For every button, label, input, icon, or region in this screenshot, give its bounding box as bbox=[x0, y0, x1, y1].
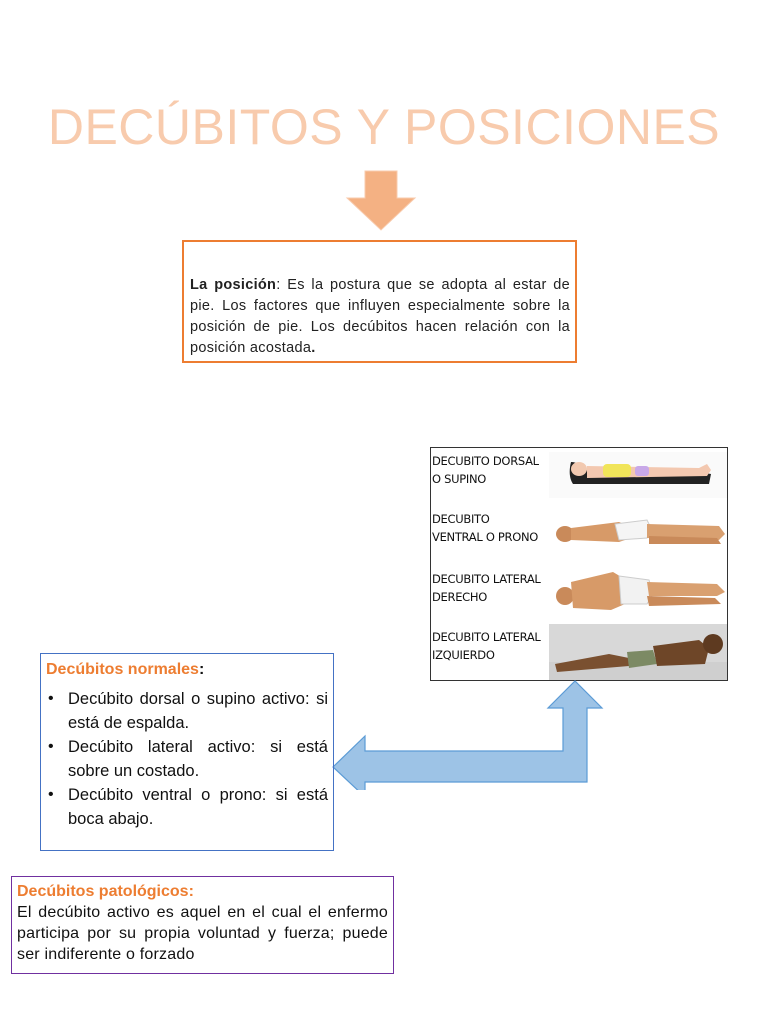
connector-arrow-icon bbox=[332, 680, 604, 790]
figure-row-lateral-right bbox=[431, 566, 727, 624]
page-title: DECÚBITOS Y POSICIONES bbox=[47, 99, 721, 155]
figure-row-lateral-left bbox=[431, 624, 727, 681]
normal-decubitus-title: Decúbitos normales: bbox=[46, 661, 205, 678]
definition-term: La posición bbox=[190, 277, 277, 293]
pathologic-decubitus-title: Decúbitos patológicos: bbox=[17, 883, 194, 900]
definition-box bbox=[182, 240, 577, 363]
pathologic-decubitus-text: El decúbito activo es aquel en el cual el enfermo participa por su propia voluntad y fuerza; puede ser indiferente o forzado bbox=[17, 904, 388, 963]
figure-row-ventral bbox=[431, 510, 727, 568]
figure-row-label: DECUBITO DORSAL O SUPINO bbox=[432, 454, 539, 486]
list-item: • Decúbito dorsal o supino activo: si está de espalda. bbox=[48, 690, 328, 732]
supine-body-image bbox=[549, 452, 727, 498]
list-item: • Decúbito lateral activo: si está sobre un costado. bbox=[48, 738, 328, 780]
lateral-left-body-image bbox=[549, 624, 727, 680]
normal-decubitus-box bbox=[40, 653, 334, 851]
figure-row-label: DECUBITO LATERAL DERECHO bbox=[432, 572, 541, 604]
figure-row-dorsal bbox=[431, 452, 727, 510]
down-arrow-icon bbox=[345, 170, 417, 232]
definition-text: : Es la postura que se adopta al estar de pie. Los factores que influyen especialmente sobre la posición de pie. Los decúbitos hacen relación con la posición acostada bbox=[190, 277, 570, 356]
prone-body-image bbox=[549, 510, 727, 556]
figure-row-label: DECUBITO LATERAL IZQUIERDO bbox=[432, 630, 541, 662]
figure-row-label: DECUBITO VENTRAL O PRONO bbox=[432, 512, 539, 544]
decubitus-figure bbox=[430, 447, 728, 681]
list-item: • Decúbito ventral o prono: si está boca abajo. bbox=[48, 786, 328, 828]
pathologic-decubitus-box bbox=[11, 876, 394, 974]
definition-end: . bbox=[311, 340, 316, 356]
lateral-right-body-image bbox=[549, 566, 727, 620]
normal-decubitus-list bbox=[46, 687, 328, 831]
